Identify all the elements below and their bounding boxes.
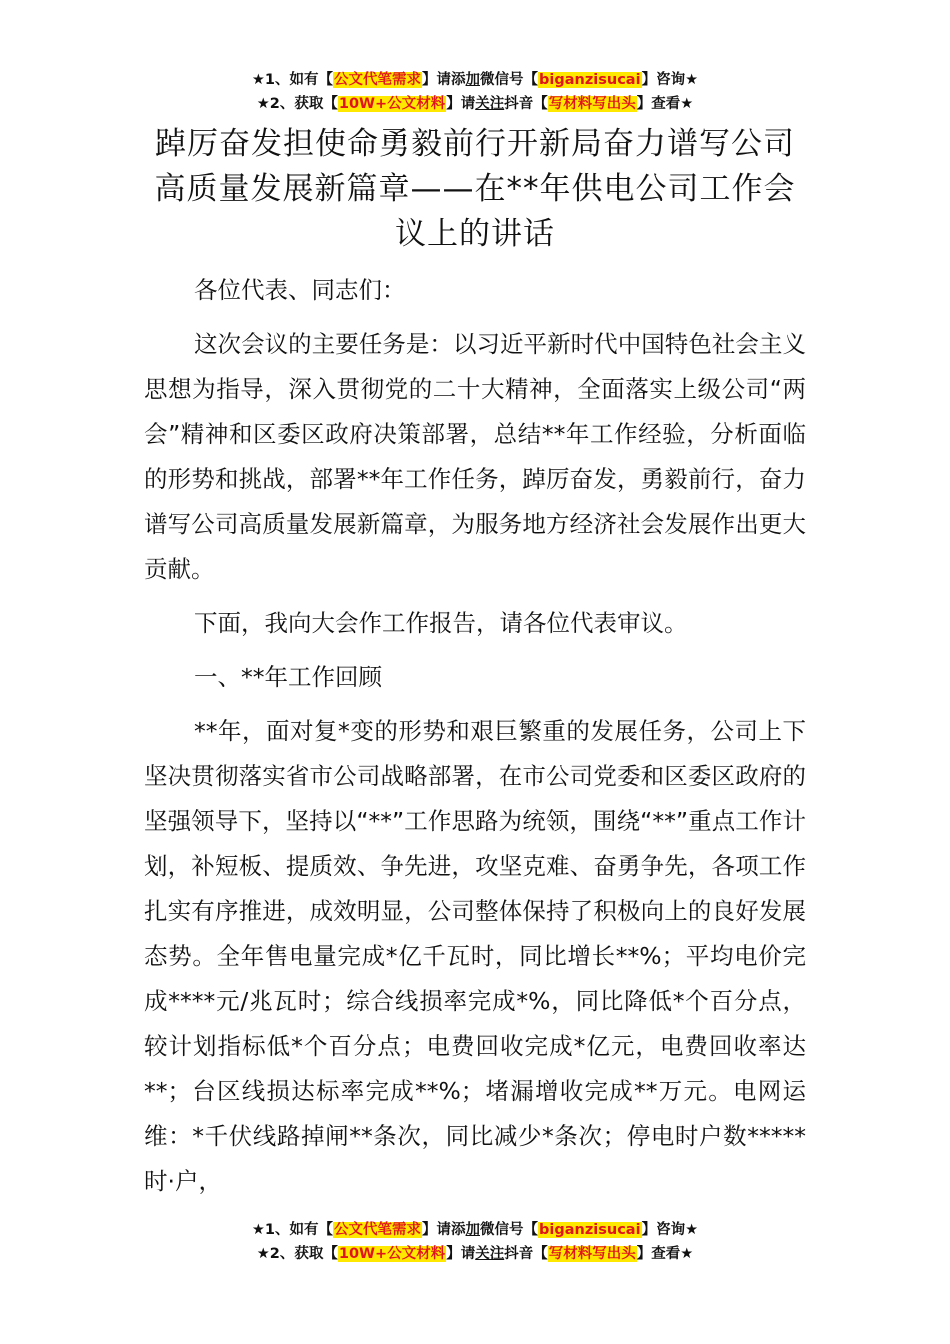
promo-highlight: biganzisucai: [539, 72, 641, 88]
promo-line-2: [0, 92, 950, 116]
bottom-promo-banner: [0, 1218, 950, 1266]
body-paragraph: **年，面对复*变的形势和艰巨繁重的发展任务，公司上下坚决贯彻落实省市公司战略部署，在市公司党委和区委区政府的坚强领导下，坚持以“**”工作思路为统领，围绕“**”重点工作计划，补短板、提质效、争先进，攻坚克难、奋勇争先，各项工作扎实有序推进，成效明显，公司整体保持了积极向上的良好发展态势。全年售电量完成*亿千瓦时，同比增长**%；平均电价完成****元/兆瓦时；综合线损率完成*%，同比降低*个百分点，较计划指标低*个百分点；电费回收完成*亿元，电费回收率达**；台区线损达标率完成**%；堵漏增收完成**万元。电网运维：*千伏线路掉闸**条次，同比减少*条次；停电时户数*****时·户，: [144, 717, 806, 1195]
promo-text: 】查看★: [636, 96, 694, 112]
promo-text: 】查看★: [636, 1246, 694, 1262]
section-heading: 一、**年工作回顾: [194, 663, 382, 691]
top-promo-banner: [0, 68, 950, 116]
promo-highlight: 公文代笔需求: [334, 72, 422, 88]
promo-text: 】请添: [422, 1222, 466, 1238]
body-paragraph: 这次会议的主要任务是：以习近平新时代中国特色社会主义思想为指导，深入贯彻党的二十大精神，全面落实上级公司“两会”精神和区委区政府决策部署，总结**年工作经验，分析面临的形势和挑战，部署**年工作任务，踔厉奋发，勇毅前行，奋力谱写公司高质量发展新篇章，为服务地方经济社会发展作出更大贡献。: [144, 330, 806, 583]
promo-text: 微信号【: [480, 72, 539, 88]
promo-text: ★1、如有【: [251, 72, 334, 88]
document-title: 踔厉奋发担使命勇毅前行开新局奋力谱写公司高质量发展新篇章——在**年供电公司工作会议上的讲话: [154, 126, 796, 252]
promo-text: 抖音【: [504, 96, 548, 112]
promo-text: 】请添: [422, 72, 466, 88]
promo-highlight: 公文代笔需求: [334, 1222, 422, 1238]
document-body: [144, 268, 806, 1213]
promo-underline: 加: [465, 72, 481, 88]
promo-text: 】咨询★: [641, 1222, 699, 1238]
promo-underline: 加: [465, 1222, 481, 1238]
promo-line-1: [0, 1218, 950, 1242]
promo-line-2: [0, 1242, 950, 1266]
promo-text: ★2、获取【: [256, 1246, 338, 1262]
promo-text: 】请: [446, 96, 476, 112]
promo-text: 】请: [446, 1246, 476, 1262]
promo-highlight: 写材料写出头: [548, 1246, 636, 1262]
body-paragraph: 下面，我向大会作工作报告，请各位代表审议。: [194, 609, 688, 637]
promo-highlight: biganzisucai: [539, 1222, 641, 1238]
promo-text: 抖音【: [504, 1246, 548, 1262]
promo-underline: 关注: [475, 96, 505, 112]
promo-line-1: [0, 68, 950, 92]
promo-underline: 关注: [475, 1246, 505, 1262]
promo-highlight: 10W+公文材料: [338, 1246, 446, 1262]
promo-highlight: 10W+公文材料: [338, 96, 446, 112]
promo-text: 】咨询★: [641, 72, 699, 88]
salutation-paragraph: 各位代表、同志们：: [194, 276, 406, 304]
promo-text: ★1、如有【: [251, 1222, 334, 1238]
promo-text: ★2、获取【: [256, 96, 338, 112]
promo-text: 微信号【: [480, 1222, 539, 1238]
promo-highlight: 写材料写出头: [548, 96, 636, 112]
